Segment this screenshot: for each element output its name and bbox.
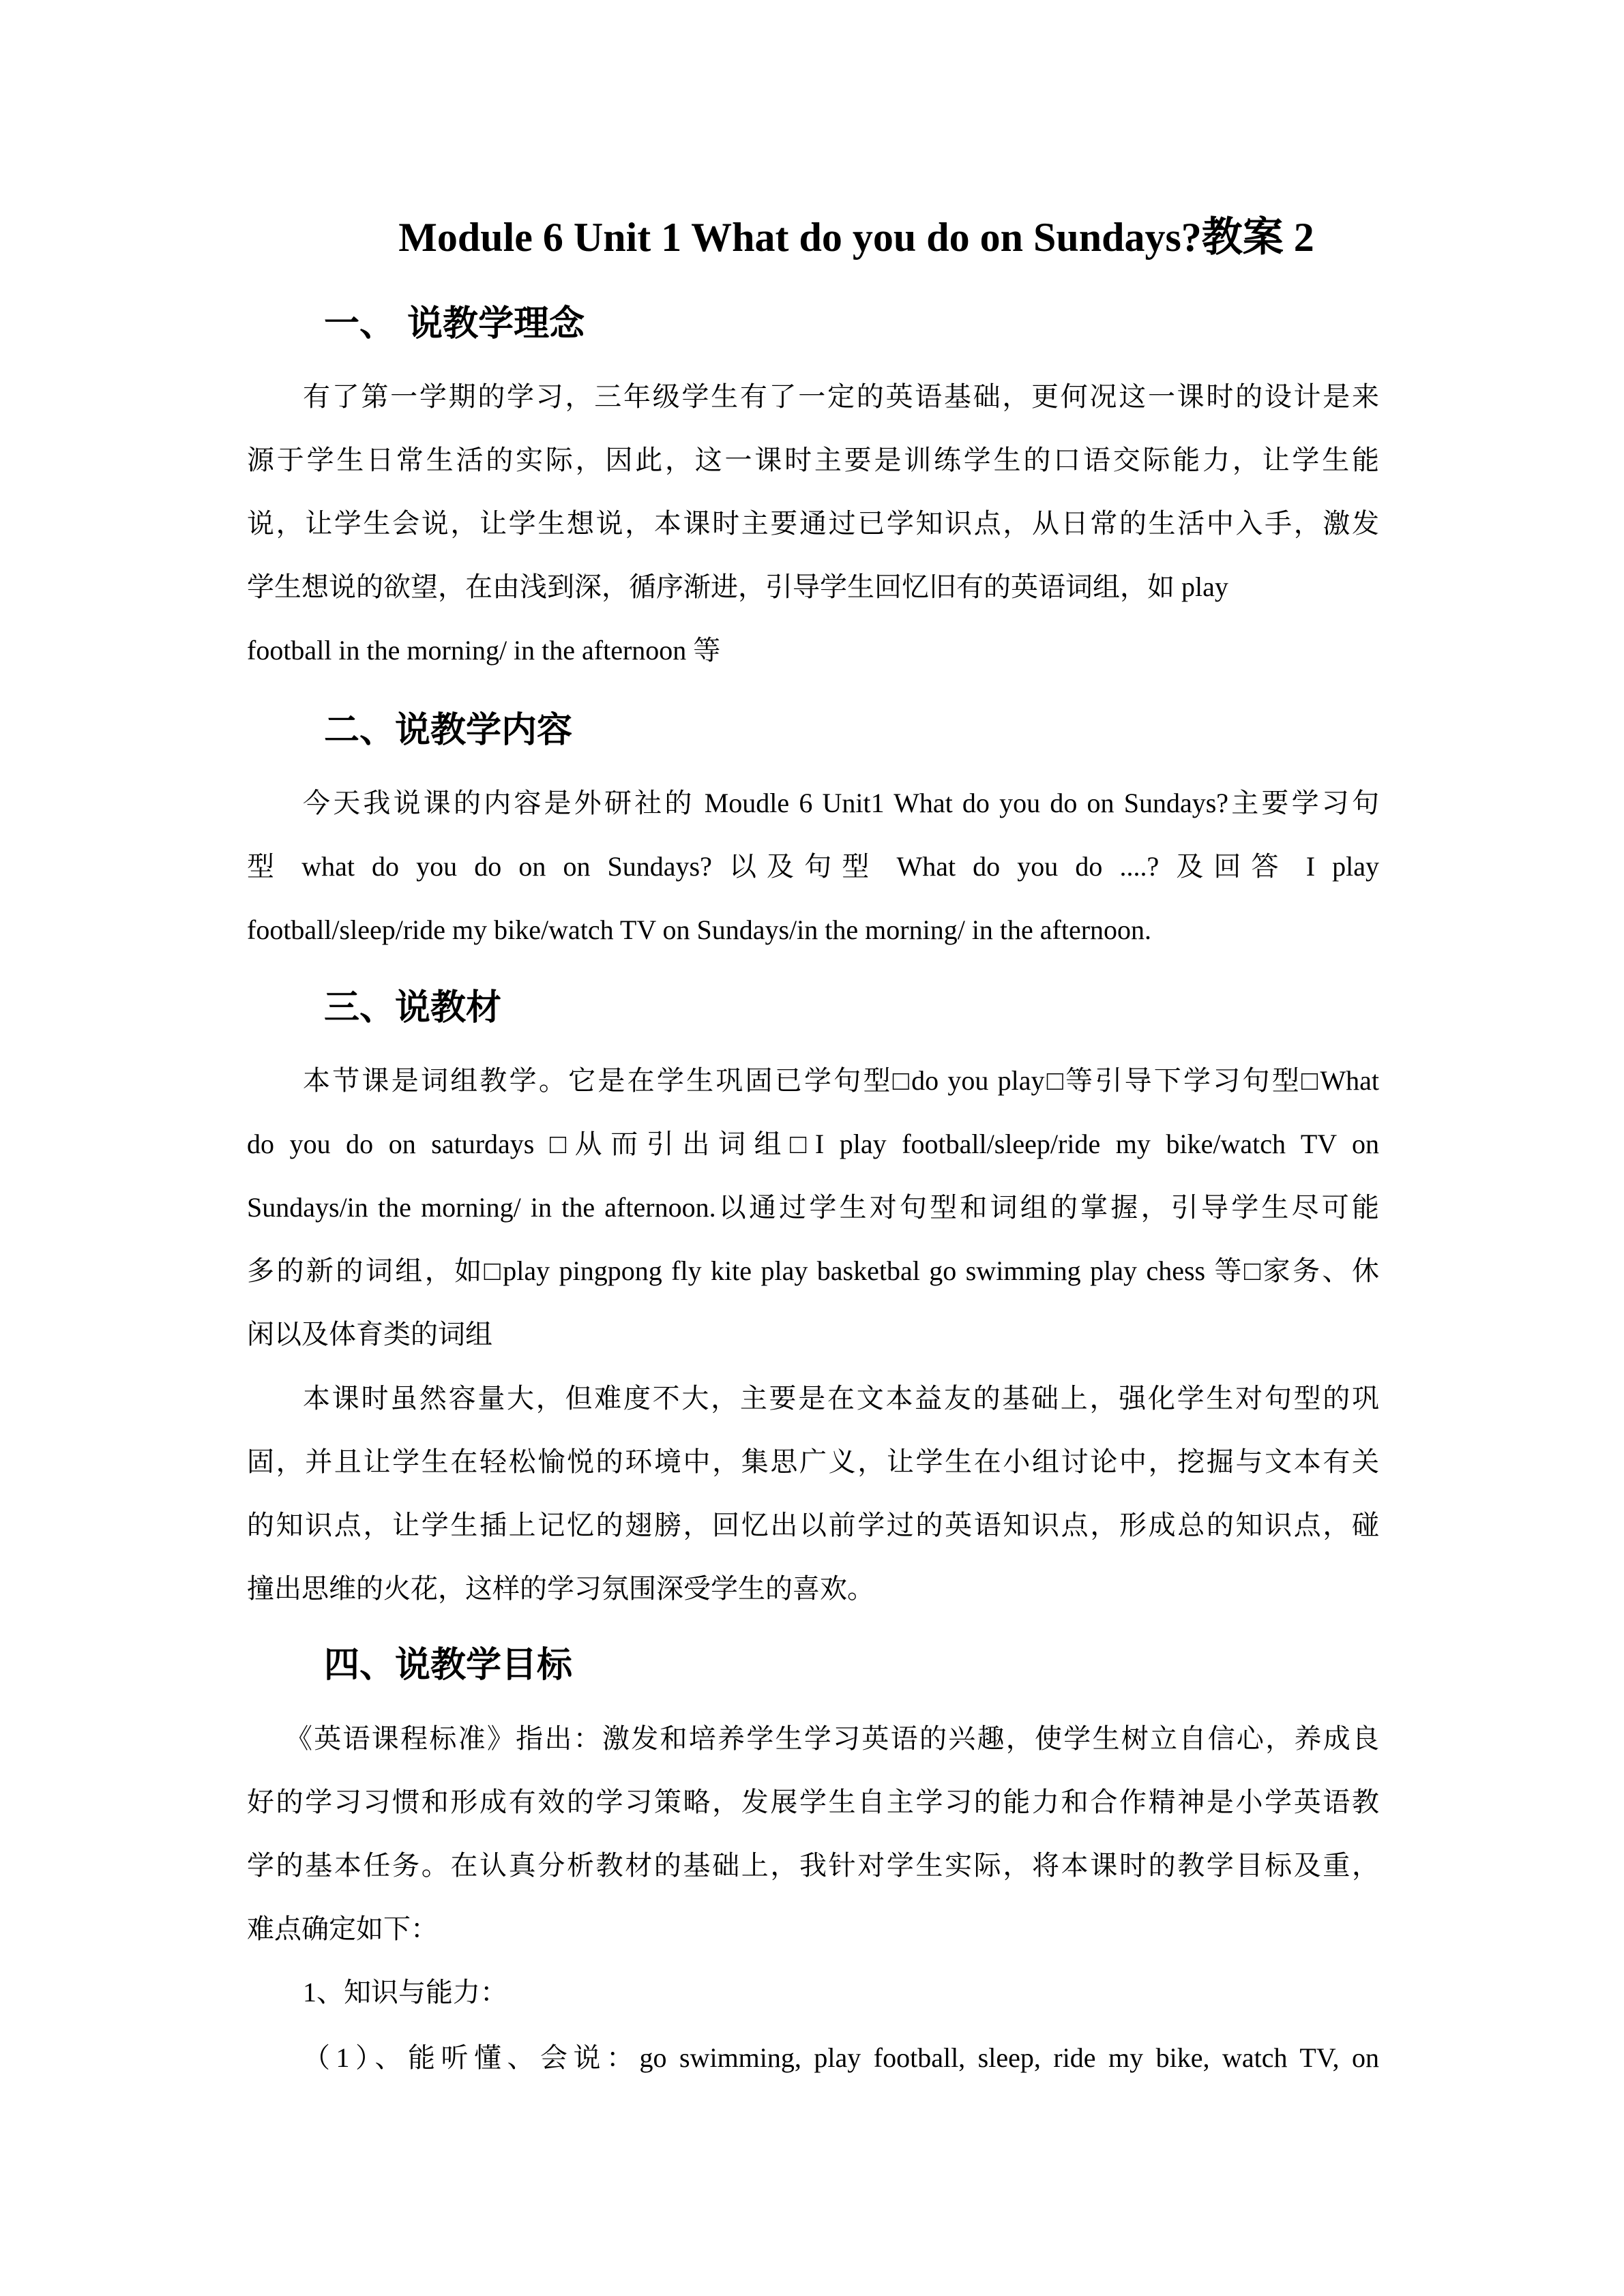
paragraph-line: 学的基本任务。在认真分析教材的基础上，我针对学生实际，将本课时的教学目标及重， bbox=[247, 1850, 1379, 1881]
paragraph-line: 说，让学生会说，让学生想说，本课时主要通过已学知识点，从日常的生活中入手，激发 bbox=[247, 508, 1379, 539]
list-item-knowledge-ability: 1、知识与能力： bbox=[303, 1977, 507, 2008]
paragraph-line: 有了第一学期的学习，三年级学生有了一定的英语基础，更何况这一课时的设计是来 bbox=[303, 381, 1379, 412]
section-heading-teaching-philosophy: 一、 说教学理念 bbox=[324, 303, 585, 344]
paragraph-line: 今天我说课的内容是外研社的 Moudle 6 Unit1 What do you do on Sundays?主要学习句 bbox=[303, 788, 1379, 818]
paragraph-line: 型 what do you do on on Sundays? 以及句型 What do you do ....? 及回答 I play bbox=[247, 851, 1379, 882]
paragraph-line: 本课时虽然容量大，但难度不大，主要是在文本益友的基础上，强化学生对句型的巩 bbox=[303, 1383, 1379, 1414]
section-heading-teaching-content: 二、说教学内容 bbox=[324, 710, 573, 751]
paragraph-line: do you do on saturdays □从而引出词组□I play football/sleep/ride my bike/watch TV on bbox=[247, 1129, 1379, 1159]
section-heading-teaching-goals: 四、说教学目标 bbox=[324, 1645, 573, 1686]
paragraph-line: football/sleep/ride my bike/watch TV on Sundays/in the morning/ in the afternoon. bbox=[247, 914, 1152, 945]
paragraph-line: Sundays/in the morning/ in the afternoon.以通过学生对句型和词组的掌握，引导学生尽可能 bbox=[247, 1192, 1379, 1223]
paragraph-line: 源于学生日常生活的实际，因此，这一课时主要是训练学生的口语交际能力，让学生能 bbox=[247, 445, 1379, 475]
paragraph-line: 的知识点，让学生插上记忆的翅膀，回忆出以前学过的英语知识点，形成总的知识点，碰 bbox=[247, 1510, 1379, 1540]
paragraph-line: 固，并且让学生在轻松愉悦的环境中，集思广义，让学生在小组讨论中，挖掘与文本有关 bbox=[247, 1446, 1379, 1477]
section-heading-teaching-material: 三、说教材 bbox=[324, 987, 502, 1028]
paragraph-line: 撞出思维的火花，这样的学习氛围深受学生的喜欢。 bbox=[247, 1573, 874, 1604]
paragraph-line: football in the morning/ in the afternoon 等 bbox=[247, 635, 721, 666]
list-item-listening-speaking: （1）、能听懂、会说：go swimming, play football, sleep, ride my bike, watch TV, on bbox=[303, 2042, 1379, 2073]
paragraph-line: 难点确定如下： bbox=[247, 1913, 438, 1944]
paragraph-line: 多的新的词组，如□play pingpong fly kite play basketbal go swimming play chess 等□家务、休 bbox=[247, 1255, 1379, 1286]
paragraph-line: 学生想说的欲望，在由浅到深，循序渐进，引导学生回忆旧有的英语词组，如 play bbox=[247, 571, 1228, 602]
paragraph-line: 好的学习习惯和形成有效的学习策略，发展学生自主学习的能力和合作精神是小学英语教 bbox=[247, 1787, 1379, 1817]
paragraph-line: 闲以及体育类的词组 bbox=[247, 1319, 492, 1350]
document-title: Module 6 Unit 1 What do you do on Sundays?教案 2 bbox=[398, 215, 1314, 260]
paragraph-line: 《英语课程标准》指出：激发和培养学生学习英语的兴趣，使学生树立自信心，养成良 bbox=[285, 1723, 1379, 1754]
paragraph-line: 本节课是词组教学。它是在学生巩固已学句型□do you play□等引导下学习句型□What bbox=[303, 1065, 1379, 1096]
